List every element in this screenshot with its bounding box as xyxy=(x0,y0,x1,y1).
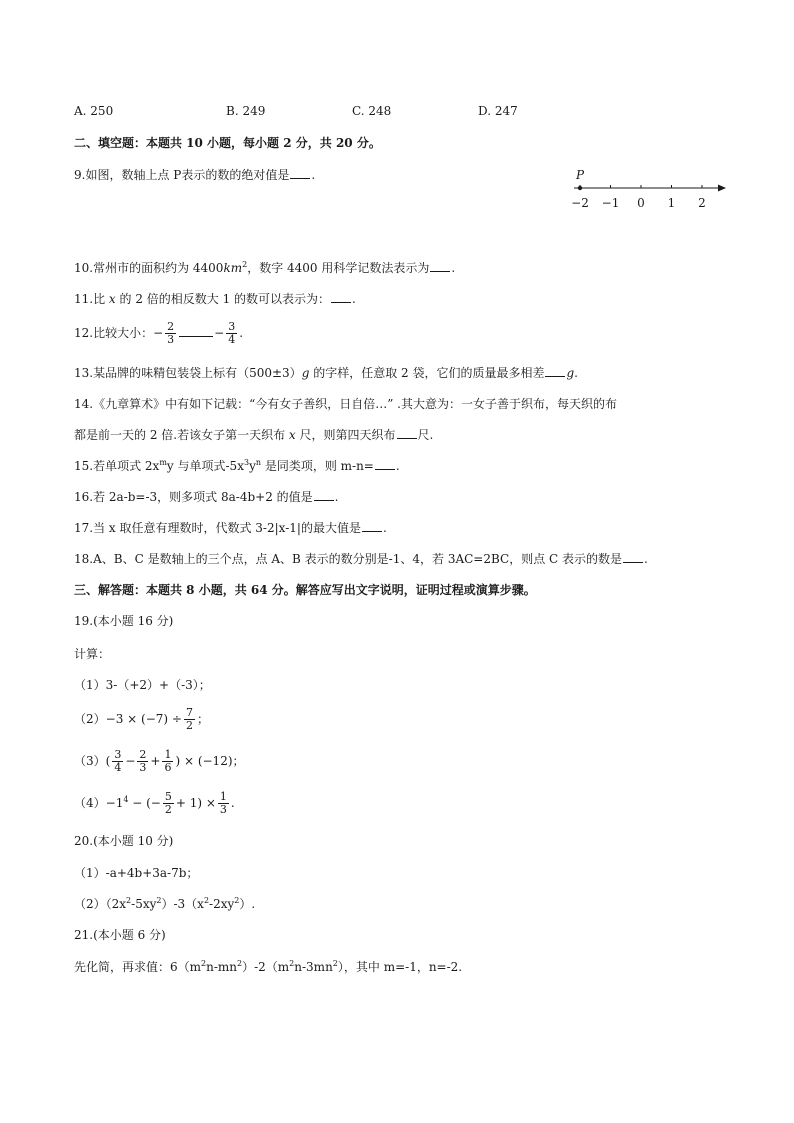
option-d: D. 247 xyxy=(478,104,518,118)
fraction: $\frac{7}{2}$ xyxy=(185,706,193,732)
question-20-title: 20.(本小题 10 分) xyxy=(74,834,174,848)
answer-blank xyxy=(290,166,310,179)
question-20-part1: （1）-a+4b+3a-7b； xyxy=(74,866,199,880)
answer-blank xyxy=(375,457,395,470)
question-19-title: 19.(本小题 16 分) xyxy=(74,614,174,628)
question-19-part3: （3）( $\frac{3}{4}$ − $\frac{2}{3}$ + $\frac{1}{6}$ ) × (−12)； xyxy=(74,748,245,774)
question-19-part4: $(4)-1^4$ − (− $\frac{5}{2}$ + 1) × $\frac{1}{3}$ . xyxy=(74,790,235,816)
point-p-marker xyxy=(578,186,582,190)
answer-blank xyxy=(545,364,565,377)
question-20-part2: $(2)(2x^2-5xy^2)-3(x^2-2xy^2)$. xyxy=(74,896,256,911)
question-18: 18.A、B、C 是数轴上的三个点，点 A、B 表示的数分别是-1、4，若 3AC=2BC，则点 C 表示的数是 . xyxy=(74,552,648,566)
answer-blank xyxy=(314,488,334,501)
number-line-tick-label: 0 xyxy=(637,196,645,210)
fraction: $\frac{1}{3}$ xyxy=(219,790,227,816)
question-9: 9.如图，数轴上点 P表示的数的绝对值是 . xyxy=(74,168,316,182)
question-19-part1: （1）3-（+2）+（-3）； xyxy=(74,678,211,692)
answer-blank xyxy=(362,519,382,532)
fraction: $\frac{1}{6}$ xyxy=(164,748,172,774)
number-line-tick-label: −2 xyxy=(571,196,589,210)
question-14-line2: 都是前一天的 2 倍.若该女子第一天织布 x 尺，则第四天织布 尺. xyxy=(74,428,434,442)
answer-blank xyxy=(623,550,643,563)
question-21-title: 21.(本小题 6 分) xyxy=(74,928,166,942)
section3-heading: 三、解答题：本题共 8 小题，共 64 分。解答应写出文字说明，证明过程或演算步骤。 xyxy=(74,583,536,597)
number-line-tick-label: −1 xyxy=(601,196,620,210)
question-12: 12.比较大小：− $\frac{2}{3}$ − $\frac{3}{4}$ . xyxy=(74,320,244,346)
answer-blank xyxy=(430,259,450,272)
number-line-tick-label: 1 xyxy=(667,196,676,210)
fraction: $\frac{3}{4}$ xyxy=(114,748,122,774)
question-16: 16.若 2a-b=-3，则多项式 8a-4b+2 的值是 . xyxy=(74,490,339,504)
question-13: 13.某品牌的味精包装袋上标有（500±3）g 的字样，任意取 2 袋，它们的质量最多相差 g. xyxy=(74,366,578,380)
option-c: C. 248 xyxy=(352,104,392,118)
question-19-part2: （2）−3 × (−7) ÷ $\frac{7}{2}$ ； xyxy=(74,706,209,732)
point-p-label: P xyxy=(575,168,585,182)
question-17: 17.当 x 取任意有理数时，代数式 3-2|x-1|的最大值是 . xyxy=(74,521,387,535)
number-line-figure xyxy=(560,166,730,212)
fraction: $\frac{5}{2}$ xyxy=(164,790,172,816)
number-line-arrow-icon xyxy=(718,185,726,192)
answer-blank xyxy=(179,324,213,337)
question-11: 11.比 x 的 2 倍的相反数大 1 的数可以表示为： . xyxy=(74,292,356,306)
fraction: $\frac{3}{4}$ xyxy=(228,320,236,346)
fraction: $\frac{2}{3}$ xyxy=(139,748,147,774)
question-19-intro: 计算： xyxy=(74,647,111,661)
fraction: $\frac{2}{3}$ xyxy=(167,320,175,346)
answer-blank xyxy=(397,426,417,439)
option-a: A. 250 xyxy=(74,104,114,118)
section2-heading: 二、填空题：本题共 10 小题，每小题 2 分，共 20 分。 xyxy=(74,136,381,150)
number-line-tick-label: 2 xyxy=(698,196,706,210)
answer-blank xyxy=(331,290,351,303)
option-b: B. 249 xyxy=(226,104,266,118)
question-10: 10.常州市的面积约为 $4400km^2$，数字 4400 用科学记数法表示为 . xyxy=(74,260,456,275)
question-21-body: 先化简，再求值：$6(m^2n-mn^2)-2(m^2n-3mn^2)$，其中 m=-1，n=-2. xyxy=(74,959,463,974)
question-14-line1: 14.《九章算术》中有如下记载：“今有女子善织，日自倍…” .其大意为：一女子善于织布，每天织的布 xyxy=(74,397,617,411)
question-15: 15.若单项式 $2x^my$ 与单项式$-5x^3y^n$ 是同类项，则 m-n= . xyxy=(74,458,400,473)
